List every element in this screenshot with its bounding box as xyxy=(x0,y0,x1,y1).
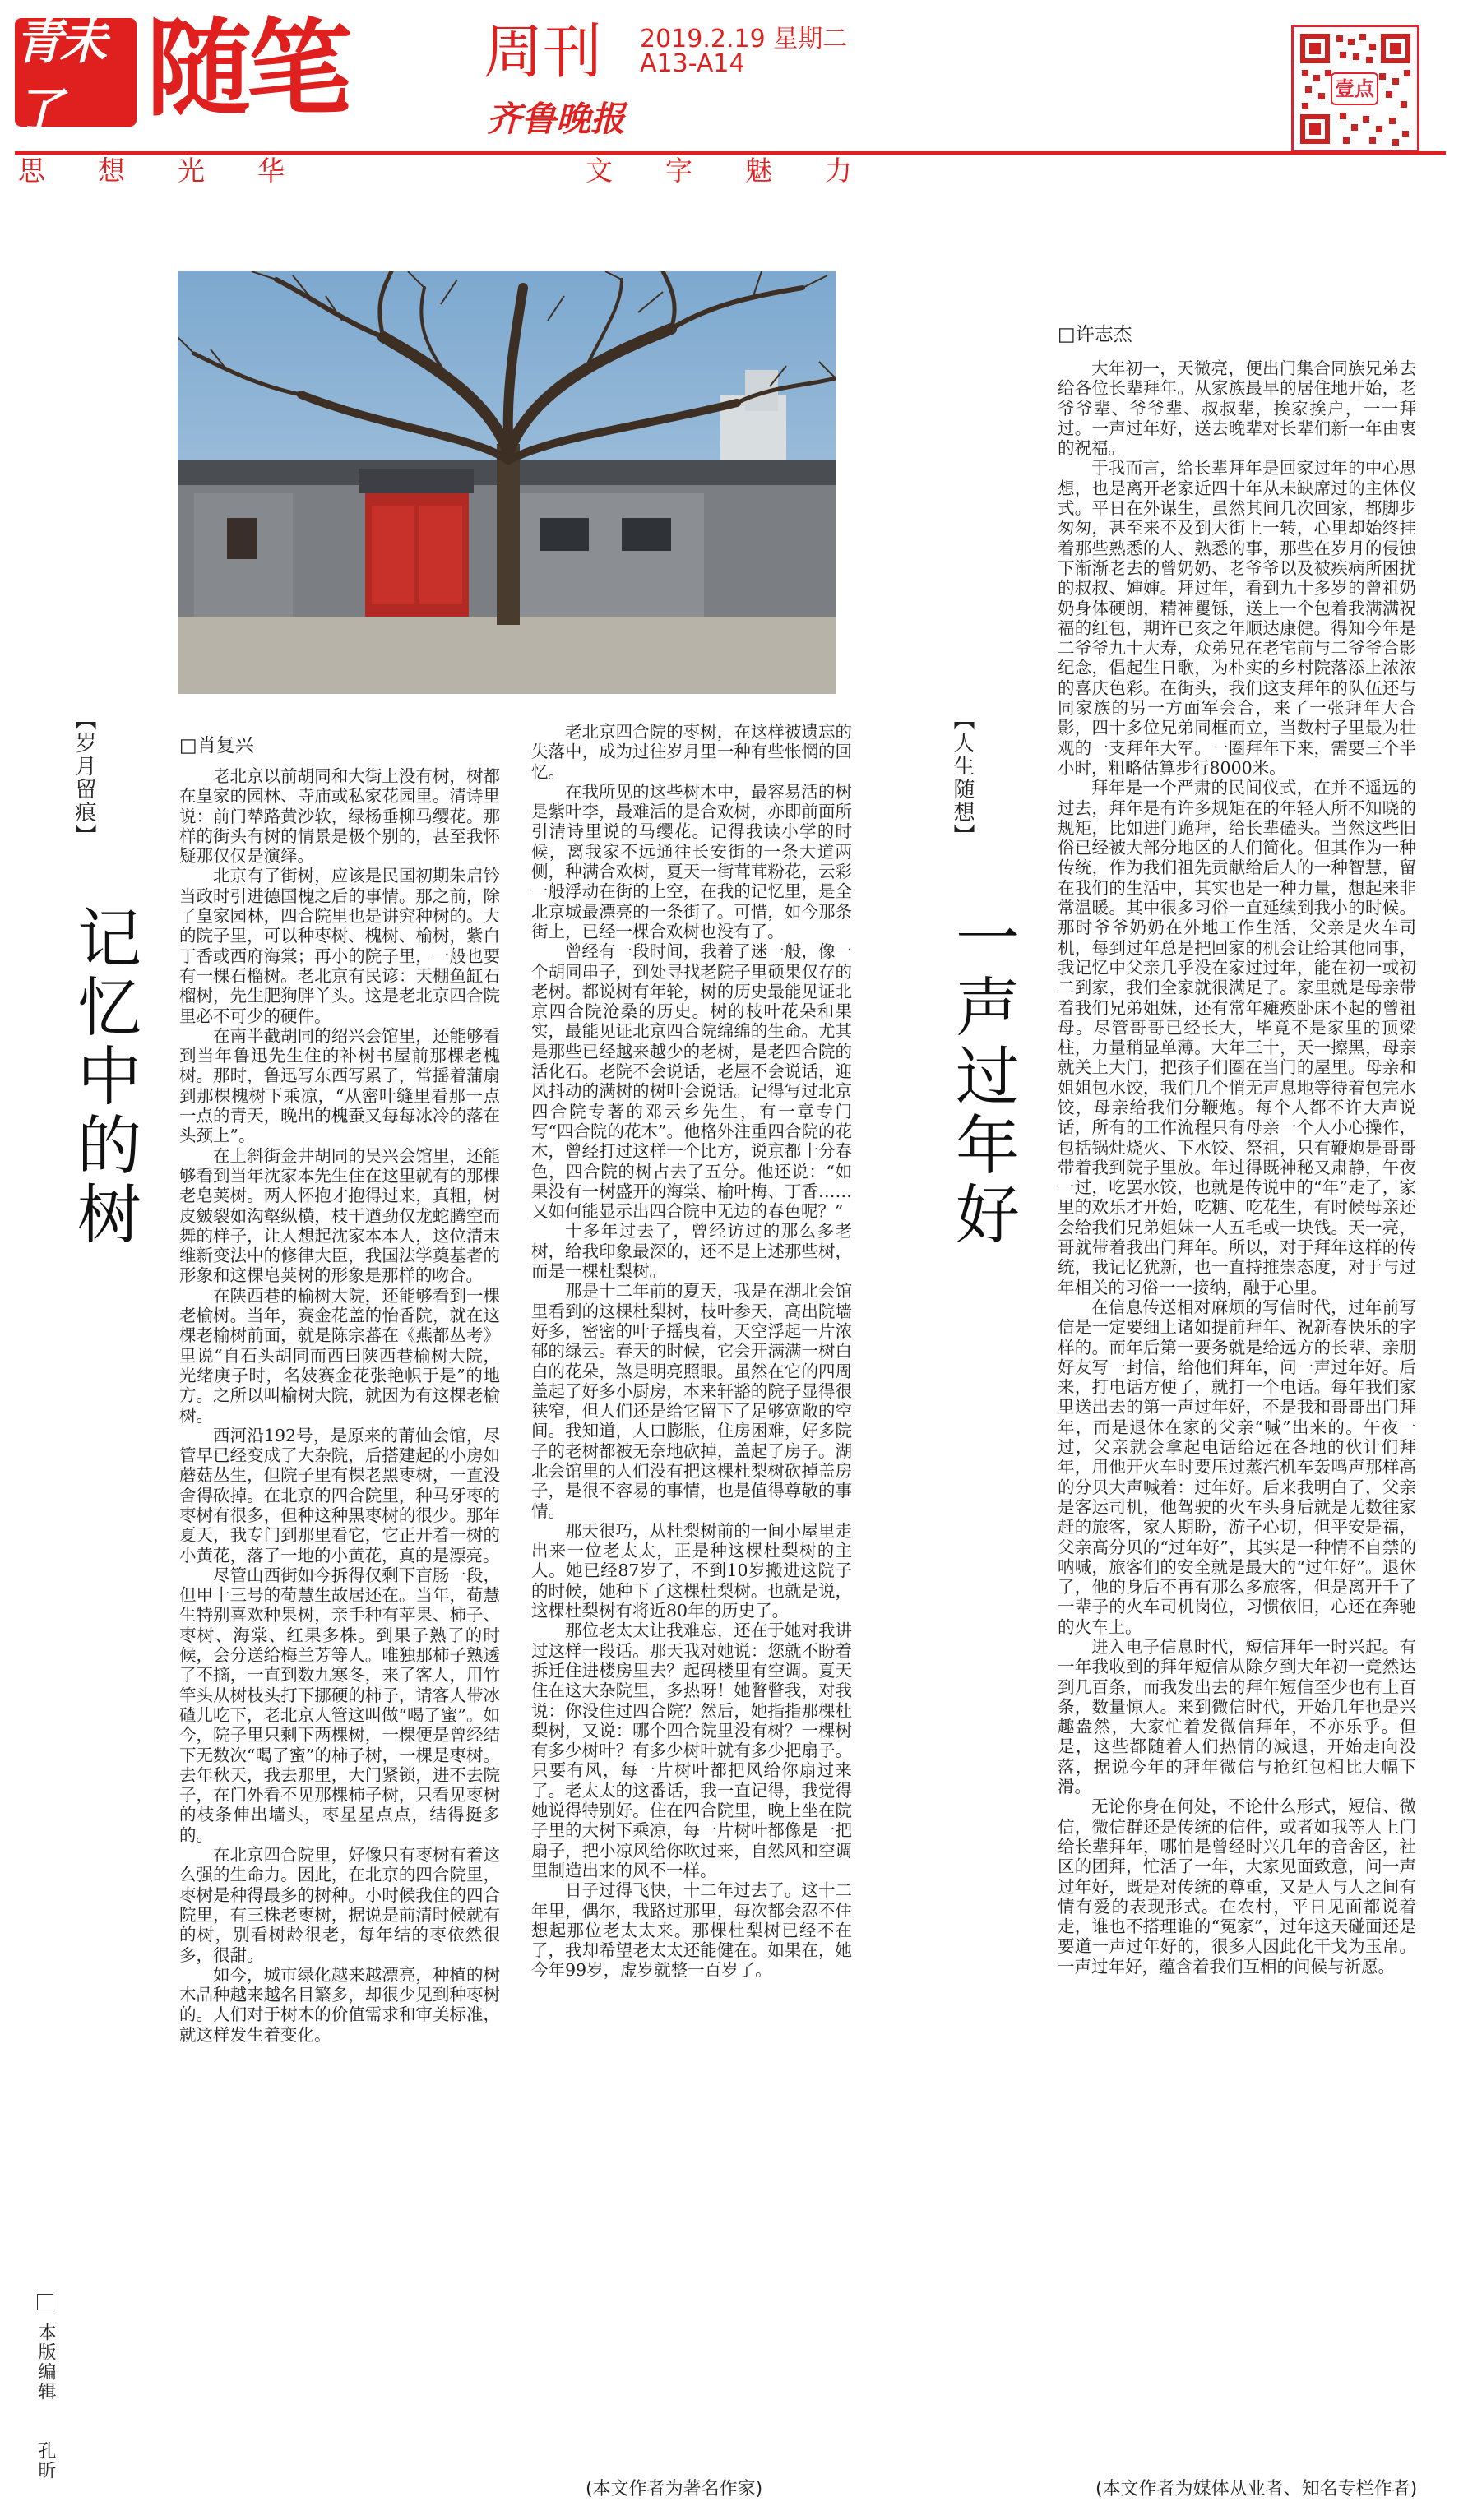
article-paragraph: 在信息传送相对麻烦的写信时代，过年前写信是一定要细上诸如提前拜年、祝新春快乐的字样的。而年后第一要务就是给远方的长辈、亲朋好友写一封信，给他们拜年，问一声过年好。后来，打电话方便了，就打一个电话。每年我们家里送出去的第一声过年好，不是我和哥哥出门拜年，而是退休在家的父亲“喊”出来的。午夜一过，父亲就会拿起电话给远在各地的伙计们拜年，用他开火车时要压过蒸汽机车轰鸣声那样高的分贝大声喊着：过年好。后来我明白了，父亲是客运司机，他驾驶的火车头身后就是无数往家赶的旅客，家人期盼，游子心切，但平安是福，父亲高分贝的“过年好”，其实是一种情不自禁的呐喊，旅客们的安全就是最大的“过年好”。退休了，他的身后不再有那么多旅客，但是离开千了一辈子的火车司机岗位，习惯依旧，心还在奔驰的火车上。 xyxy=(1058,1297,1416,1637)
paper-name: 齐鲁晚报 xyxy=(487,99,626,139)
right-article-title: 一声过年好 xyxy=(945,904,1019,1250)
article-paragraph: 在我所见的这些树木中，最容易活的树是紫叶李，最难活的是合欢树，亦即前面所引清诗里说的马缨花。记得我读小学的时候，离我家不远通往长安街的一条大道两侧，种满合欢树，夏天一街茸茸粉花，云彩一般浮动在街的上空，在我的记忆里，是全北京城最漂亮的一条街了。可惜，如今那条街上，已经一棵合欢树也没有了。 xyxy=(531,781,852,941)
weekly-label: 周刊 xyxy=(484,17,603,86)
article-paragraph: 在陕西巷的榆树大院，还能够看到一棵老榆树。当年，赛金花盖的怡香院，就在这棵老榆树前面，就是陈宗蕃在《燕都丛考》里说“自石头胡同而西曰陕西巷榆树大院，光绪庚子时，名妓赛金花张艳帜于是”的地方。之所以叫榆树大院，就因为有这棵老榆树。 xyxy=(179,1285,500,1426)
article-paragraph: 北京有了街树，应该是民国初期朱启钤当政时引进德国槐之后的事情。那之前，除了皇家园林，四合院里也是讲究种树的。大的院子里，可以种枣树、槐树、榆树，紫白丁香或西府海棠；再小的院子里，一般也要有一棵石榴树。老北京有民谚：天棚鱼缸石榴树，先生肥狗胖丫头。这是老北京四合院里必不可少的硬件。 xyxy=(179,866,500,1026)
article-paragraph: 如今，城市绿化越来越漂亮，种植的树木品种越来越名目繁多，却很少见到种枣树的。人们对于树木的价值需求和审美标准，就这样发生着变化。 xyxy=(179,1964,500,2045)
qr-badge: 壹点 xyxy=(1331,72,1378,105)
article-paragraph: 在上斜街金井胡同的吴兴会馆里，还能够看到当年沈家本先生住在这里就有的那棵老皂荚树。两人怀抱才抱得过来，真粗，树皮皴裂如沟壑纵横，枝干遒劲仅龙蛇腾空而舞的样子，让人想起沈家本本人，这位清末维新变法中的修律大臣，我国法学奠基者的形象和这棵皂荚树的形象是那样的吻合。 xyxy=(179,1145,500,1286)
editor-square-icon xyxy=(37,2294,53,2310)
right-article-col1 xyxy=(1058,358,1416,2488)
article-paragraph: 大年初一，天微亮，便出门集合同族兄弟去给各位长辈拜年。从家族最早的居住地开始，老爷爷辈、爷爷辈、叔叔辈，挨家挨户，一一拜过。一声过年好，送去晚辈对长辈们新一年由衷的祝福。 xyxy=(1058,358,1416,459)
slogan-right: 文字魅力 xyxy=(586,155,905,187)
article-paragraph: 那位老太太让我难忘，还在于她对我讲过这样一段话。那天我对她说：您就不盼着拆迁住进楼房里去？起码楼里有空调。夏天住在这大杂院里，多热呀！她瞥瞥我，对我说：你没住过四合院？然后，她指指那棵杜梨树，又说：哪个四合院里没有树？一棵树有多少树叶？有多少树叶就有多少把扇子。只要有风，每一片树叶都把风给你扇过来了。老太太的这番话，我一直记得，我觉得她说得特别好。住在四合院里，晚上坐在院子里的大树下乘凉，每一片树叶都像是一把扇子，把小凉风给你吹过来，自然风和空调里制造出来的风不一样。 xyxy=(531,1621,852,1880)
left-byline: □肖复兴 xyxy=(179,735,254,756)
right-byline: □许志杰 xyxy=(1058,324,1132,345)
article-paragraph: 那天很巧，从杜梨树前的一间小屋里走出来一位老太太，正是种这棵杜梨树的主人。她已经87岁了，不到10岁搬进这院子的时候，她种下了这棵杜梨树。也就是说，这棵杜梨树有将近80年的历史了。 xyxy=(531,1520,852,1621)
issue-date: 2019.2.19 星期二 xyxy=(640,25,848,53)
article-paragraph: 拜年是一个严肃的民间仪式，在并不遥远的过去，拜年是有许多规矩在的年轻人所不知晓的规矩，比如进门跪拜，给长辈磕头。当然这些旧俗已经被大部分地区的人们简化。但其作为一种传统，作为我们祖先贡献给后人的一种智慧，留在我们的生活中，其实也是一种力量，想起来非常温暖。其中很多习俗一直延续到我小的时候。那时爷爷奶奶在外地工作生活，父亲是火车司机，每到过年总是把回家的机会让给其他同事，我记忆中父亲几乎没在家过过年，能在初一或初二到家，我们全家就很满足了。家里就是母亲带着我们兄弟姐妹，还有常年瘫痪卧床不起的曾祖母。尽管哥哥已经长大，毕竟不是家里的顶梁柱，力量稍显单薄。大年三十，天一擦黑，母亲就关上大门，把孩子们圈在当门的屋里。母亲和姐姐包水饺，我们几个悄无声息地等待着包完水饺，母亲给我们分鞭炮。每个人都不许大声说话，所有的工作流程只有母亲一个人小心操作，包括锅灶烧火、下水饺、祭祖，只有鞭炮是哥哥带着我到院子里放。年过得既神秘又肃静，午夜一过，吃罢水饺，也就是传说中的“年”走了，家里的欢乐才开始，吃糖、吃花生，有时候母亲还会给我们兄弟姐妹一人五毛或一块钱。天一亮，哥就带着我出门拜年。所以，对于拜年这样的传统，我记忆犹新，也一直持推崇态度，对于与过年相关的习俗一一接纳，融于心里。 xyxy=(1058,778,1416,1297)
article-paragraph: 于我而言，给长辈拜年是回家过年的中心思想，也是离开老家近四十年从未缺席过的主体仪式。平日在外谋生，虽然其间几次回家，都脚步匆匆，甚至来不及到大街上一转，心里却始终挂着那些熟悉的人、熟悉的事，那些在岁月的侵蚀下渐渐老去的曾奶奶、老爷爷以及被疾病所困扰的叔叔、婶婶。拜过年，看到九十多岁的曾祖奶奶身体硬朗，精神矍铄，送上一个包着我满满祝福的红包，期许已亥之年顺达康健。得知今年是二爷爷九十大寿，众弟兄在老宅前与二爷爷合影纪念，倡起生日歌，为朴实的乡村院落添上浓浓的喜庆色彩。在街头，我们这支拜年的队伍还与同家族的另一方面军会合，来了一张拜年大合影，四十多位兄弟同框而立，当数村子里最为壮观的一支拜年大军。一圈拜年下来，需要三个半小时，粗略估算步行8000米。 xyxy=(1058,458,1416,778)
article-paragraph: 西河沿192号，是原来的莆仙会馆，尽管早已经变成了大杂院，后搭建起的小房如蘑菇丛生，但院子里有棵老黑枣树，一直没舍得砍掉。在北京的四合院里，种马牙枣的枣树有很多，但种这种黑枣树的很少。那年夏天，我专门到那里看它，它正开着一树的小黄花，落了一地的小黄花，真的是漂亮。 xyxy=(179,1425,500,1565)
editor-name: 孔昕 xyxy=(35,2441,56,2481)
newspaper-logo xyxy=(15,14,137,139)
right-footnote: (本文作者为媒体从业者、知名专栏作者) xyxy=(1095,2479,1418,2499)
article-paragraph: 老北京以前胡同和大街上没有树，树都在皇家的园林、寺庙或私家花园里。清诗里说：前门辇路黄沙软，绿杨垂柳马缨花。那样的街头有树的情景是极个别的，甚至我怀疑那仅仅是演绎。 xyxy=(179,766,500,867)
logo-text: 青未了 xyxy=(15,14,104,139)
masthead xyxy=(0,0,1468,197)
left-footnote: (本文作者为著名作家) xyxy=(586,2479,763,2499)
editor-label: 本版编辑 xyxy=(35,2323,56,2402)
article-paragraph: 那是十二年前的夏天，我是在湖北会馆里看到的这棵杜梨树，枝叶参天，高出院墙好多，密密的叶子摇曳着，天空浮起一片浓郁的绿云。春天的时候，它会开满满一树白白的花朵，煞是明亮照眼。虽然在它的四周盖起了好多小厨房，本来轩豁的院子显得很狭窄，但人们还是给它留下了足够宽敞的空间。我知道，人口膨胀，住房困难，好多院子的老树都被无奈地砍掉，盖起了房子。湖北会馆里的人们没有把这棵杜梨树砍掉盖房子，是很不容易的事情，也是值得尊敬的事情。 xyxy=(531,1281,852,1521)
slogan-left: 思想光华 xyxy=(18,155,337,187)
column-name: 随笔 xyxy=(146,8,348,131)
left-article-col2 xyxy=(531,722,852,2432)
article-paragraph: 尽管山西街如今拆得仅剩下盲肠一段，但甲十三号的荀慧生故居还在。当年，荀慧生特别喜欢种果树，亲手种有苹果、柿子、枣树、海棠、红果多株。到果子熟了的时候，会分送给梅兰芳等人。唯独那柿子熟透了不摘，一直到数九寒冬，来了客人，用竹竿头从树枝头打下挪硬的柿子，请客人带冰碴儿吃下，老北京人管这叫做“喝了蜜”。如今，院子里只剩下两棵树，一棵便是曾经结下无数次“喝了蜜”的柿子树，一棵是枣树。去年秋天，我去那里，大门紧锁，进不去院子，在门外看不见那棵柿子树，只看见枣树的枝条伸出墙头，枣星星点点，结得挺多的。 xyxy=(179,1565,500,1845)
left-article-title: 记忆中的树 xyxy=(67,904,141,1250)
article-paragraph: 十多年过去了，曾经访过的那么多老树，给我印象最深的，还不是上述那些树，而是一棵杜梨树。 xyxy=(531,1221,852,1282)
page-numbers: A13-A14 xyxy=(640,49,745,78)
left-article-col1 xyxy=(179,766,500,2518)
article-paragraph: 进入电子信息时代，短信拜年一时兴起。有一年我收到的拜年短信从除夕到大年初一竟然达到几百条，而我发出去的拜年短信至少也有上百条，数量惊人。来到微信时代，开始几年也是兴趣盎然，大家忙着发微信拜年，不亦乐乎。但是，这些都随着人们热情的减退，开始走向没落，据说今年的拜年微信与抢红包相比大幅下滑。 xyxy=(1058,1637,1416,1797)
courtyard-tree-photo xyxy=(178,271,836,694)
article-paragraph: 曾经有一段时间，我着了迷一般，像一个胡同串子，到处寻找老院子里硕果仅存的老树。都说树有年轮，树的历史最能见证北京四合院沧桑的历史。树的枝叶花朵和果实，最能见证北京四合院绵绵的生命。尤其是那些已经越来越少的老树，是老四合院的活化石。老院不会说话，老屋不会说话，迎风抖动的满树的树叶会说话。记得写过北京四合院专著的邓云乡先生，有一章专门写“四合院的花木”。他格外注重四合院的花木，曾经打过这样一个比方，说京都十分春色，四合院的树占去了五分。他还说：“如果没有一树盛开的海棠、榆叶梅、丁香……又如何能显示出四合院中无边的春色呢？” xyxy=(531,941,852,1222)
article-paragraph: 在南半截胡同的绍兴会馆里，还能够看到当年鲁迅先生住的补树书屋前那棵老槐树。那时，鲁迅写东西写累了，常摇着蒲扇到那棵槐树下乘凉，“从密叶缝里看那一点一点的青天，晚出的槐蚕又每每冰冷的落在头颈上”。 xyxy=(179,1025,500,1146)
article-paragraph: 日子过得飞快，十二年过去了。这十二年里，偶尔，我路过那里，每次都会忍不住想起那位老太太来。那棵杜梨树已经不在了，我却希望老太太还能健在。如果在，她今年99岁，虚岁就整一百岁了。 xyxy=(531,1880,852,1981)
article-paragraph: 无论你身在何处，不论什么形式，短信、微信，微信群还是传统的信件，或者如我等人上门给长辈拜年，哪怕是曾经时兴几年的音舍区，社区的团拜，忙活了一年，大家见面致意，问一声过年好，既是对传统的尊重，又是人与人之间有情有爱的表现形式。在农村，平日见面都说着走，谁也不搭理谁的“冤家”，过年这天碰面还是要道一声过年好的，很多人因此化干戈为玉帛。一声过年好，蕴含着我们互相的问候与祈愿。 xyxy=(1058,1796,1416,1977)
editor-credit xyxy=(33,2294,58,2481)
article-paragraph: 在北京四合院里，好像只有枣树有着这么强的生命力。因此，在北京的四合院里，枣树是种得最多的树种。小时候我住的四合院里，有三株老枣树，据说是前清时候就有的树，别看树龄很老，每年结的枣依然很多，很甜。 xyxy=(179,1845,500,1965)
article-paragraph: 老北京四合院的枣树，在这样被遗忘的失落中，成为过往岁月里一种有些怅惘的回忆。 xyxy=(531,722,852,782)
right-section-label: 【人生随想】 xyxy=(950,709,975,847)
left-section-label: 【岁月留痕】 xyxy=(72,709,96,847)
